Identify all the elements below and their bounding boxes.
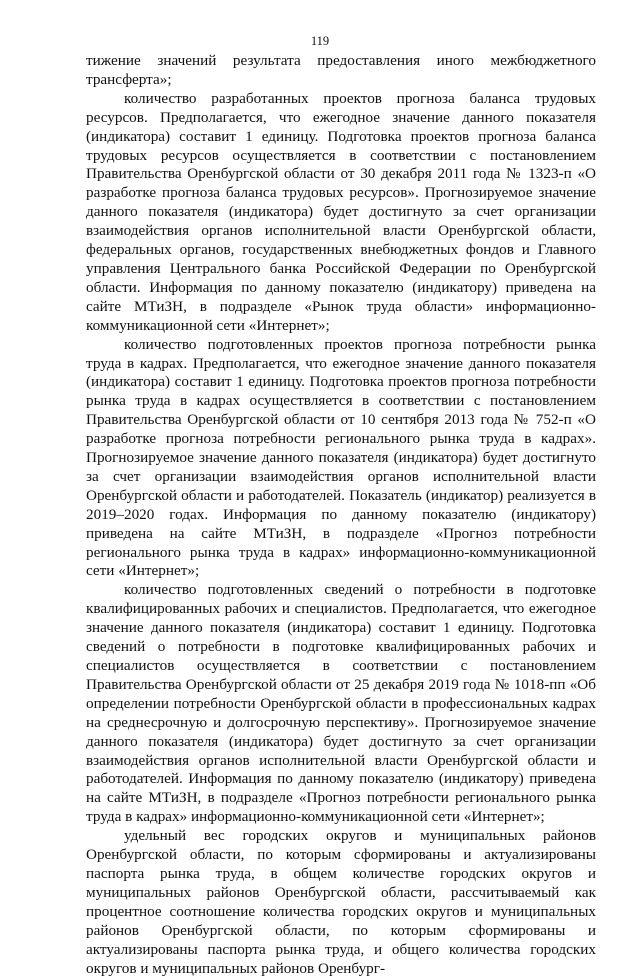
body-text — [86, 52, 596, 978]
paragraph-labor-market-passports: удельный вес городских округов и муниципальных районов Оренбургской области, по которым сформированы и актуализированы паспорта рынка труда, в общем количестве городских округов и муниципальных районов Оренбургской области, рассчитываемый как процентное соотношение количества городских округов и муниципальных районов Оренбургской области, по которым сформированы и актуализированы паспорта рынка труда, и общего количества городских округов и муниципальных районов Оренбург- — [86, 827, 596, 977]
paragraph-labor-demand-forecast: количество подготовленных проектов прогноза потребности рынка труда в кадрах. Предполагается, что ежегодное значение данного показателя (индикатора) составит 1 единицу. Подготовка проектов прогноза потребности рынка труда в кадрах осуществляется в соответствии с постановлением Правительства Оренбургской области от 10 сентября 2013 года № 752-п «О разработке прогноза потребности регионального рынка труда в кадрах». Прогнозируемое значение данного показателя (индикатора) будет достигнуто за счет организации взаимодействия органов исполнительной власти Оренбургской области и работодателей. Показатель (индикатор) реализуется в 2019–2020 годах. Информация по данному показателю (индикатору) приведена на сайте МТиЗН, в подразделе «Прогноз потребности регионального рынка труда в кадрах» информационно-коммуникационной сети «Интернет»; — [86, 335, 596, 580]
paragraph-skilled-workers-demand: количество подготовленных сведений о потребности в подготовке квалифицированных рабочих и специалистов. Предполагается, что ежегодное значение данного показателя (индикатора) составит 1 единицу. Подготовка сведений о потребности в подготовке квалифицированных рабочих и специалистов осуществляется в соответствии с постановлением Правительства Оренбургской области от 25 декабря 2019 года № 1018-пп «Об определении потребности Оренбургской области в профессиональных кадрах на среднесрочную и долгосрочную перспективу». Прогнозируемое значение данного показателя (индикатора) будет достигнуто за счет организации взаимодействия органов исполнительной власти Оренбургской области и работодателей. Информация по данному показателю (индикатору) приведена на сайте МТиЗН, в подразделе «Прогноз потребности регионального рынка труда в кадрах» информационно-коммуникационной сети «Интернет»; — [86, 581, 596, 826]
page-number: 119 — [310, 34, 330, 48]
paragraph-continuation: тижение значений результата предоставления иного межбюджетного трансферта»; — [86, 52, 596, 88]
paragraph-labor-balance-forecast: количество разработанных проектов прогноза баланса трудовых ресурсов. Предполагается, что ежегодное значение данного показателя (индикатора) составит 1 единицу. Подготовка проектов прогноза баланса трудовых ресурсов осуществляется в соответствии с постановлением Правительства Оренбургской области от 30 декабря 2011 года № 1323-п «О разработке прогноза баланса трудовых ресурсов». Прогнозируемое значение данного показателя (индикатора) будет достигнуто за счет организации взаимодействия органов исполнительной власти Оренбургской области, федеральных органов, государственных внебюджетных фондов и Главного управления Центрального банка Российской Федерации по Оренбургской области. Информация по данному показателю (индикатору) приведена на сайте МТиЗН, в подразделе «Рынок труда области» информационно-коммуникационной сети «Интернет»; — [86, 89, 596, 334]
